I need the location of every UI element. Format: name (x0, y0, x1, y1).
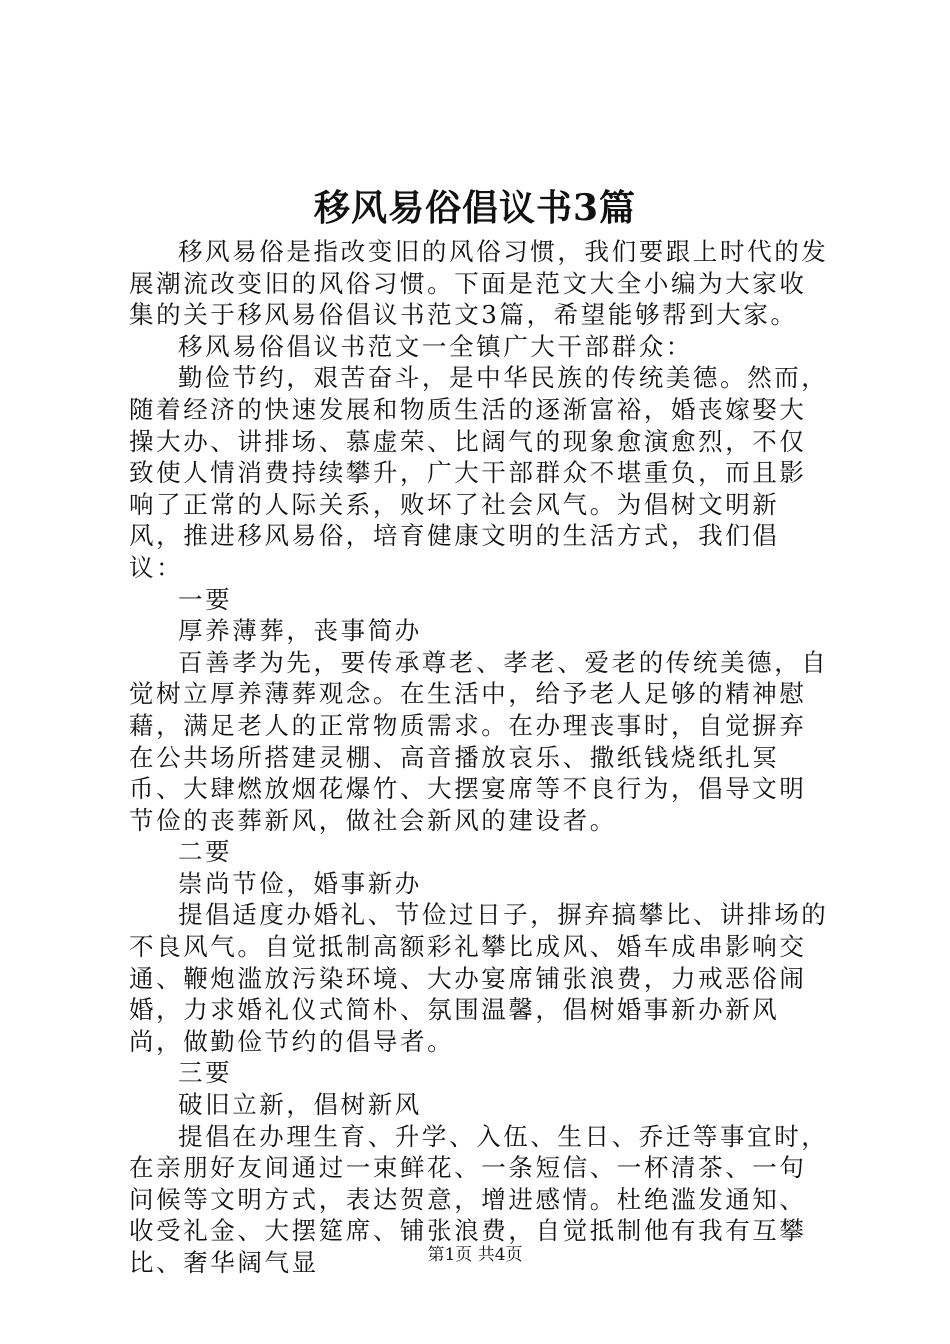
section-heading: 崇尚节俭，婚事新办 (178, 868, 422, 898)
section-heading: 破旧立新，倡树新风 (178, 1090, 422, 1120)
section-number: 二要 (178, 837, 233, 867)
sample-heading: 移风易俗倡议书范文一全镇广大干部群众： (178, 331, 693, 361)
document-title: 移风易俗倡议书3篇 (313, 187, 637, 229)
document-body (129, 236, 833, 1279)
section-number: 一要 (178, 584, 233, 614)
body-paragraph: 勤俭节约，艰苦奋斗，是中华民族的传统美德。然而，随着经济的快速发展和物质生活的逐渐富裕，婚丧嫁娶大操大办、讲排场、慕虚荣、比阔气的现象愈演愈烈，不仅致使人情消费持续攀升，广大干部群众不堪重负，而且影响了正常的人际关系，败坏了社会风气。为倡树文明新风，推进移风易俗，培育健康文明的生活方式，我们倡议： (129, 363, 829, 582)
body-paragraph: 提倡在办理生育、升学、入伍、生日、乔迁等事宜时，在亲朋好友间通过一束鲜花、一条短信、一杯清茶、一句问候等文明方式，表达贺意，增进感情。杜绝滥发通知、收受礼金、大摆筵席、铺张浪费，自觉抵制他有我有互攀比、奢华阔气显 (129, 1121, 829, 1277)
intro-paragraph: 移风易俗是指改变旧的风俗习惯，我们要跟上时代的发展潮流改变旧的风俗习惯。下面是范文大全小编为大家收集的关于移风易俗倡议书范文3篇，希望能够帮到大家。 (129, 237, 829, 330)
body-paragraph: 提倡适度办婚礼、节俭过日子，摒弃搞攀比、讲排场的不良风气。自觉抵制高额彩礼攀比成风、婚车成串影响交通、鞭炮滥放污染环境、大办宴席铺张浪费，力戒恶俗闹婚，力求婚礼仪式简朴、氛围温馨，倡树婚事新办新风尚，做勤俭节约的倡导者。 (129, 900, 829, 1056)
body-paragraph: 百善孝为先，要传承尊老、孝老、爱老的传统美德，自觉树立厚养薄葬观念。在生活中，给予老人足够的精神慰藉，满足老人的正常物质需求。在办理丧事时，自觉摒弃在公共场所搭建灵棚、高音播放哀乐、撒纸钱烧纸扎冥币、大肆燃放烟花爆竹、大摆宴席等不良行为，倡导文明节俭的丧葬新风，做社会新风的建设者。 (129, 647, 829, 835)
page-number: 第1页 (427, 1245, 473, 1265)
page-footer (0, 1243, 950, 1267)
section-number: 三要 (178, 1058, 233, 1088)
page-total: 共4页 (477, 1245, 523, 1265)
section-heading: 厚养薄葬，丧事简办 (178, 616, 422, 646)
